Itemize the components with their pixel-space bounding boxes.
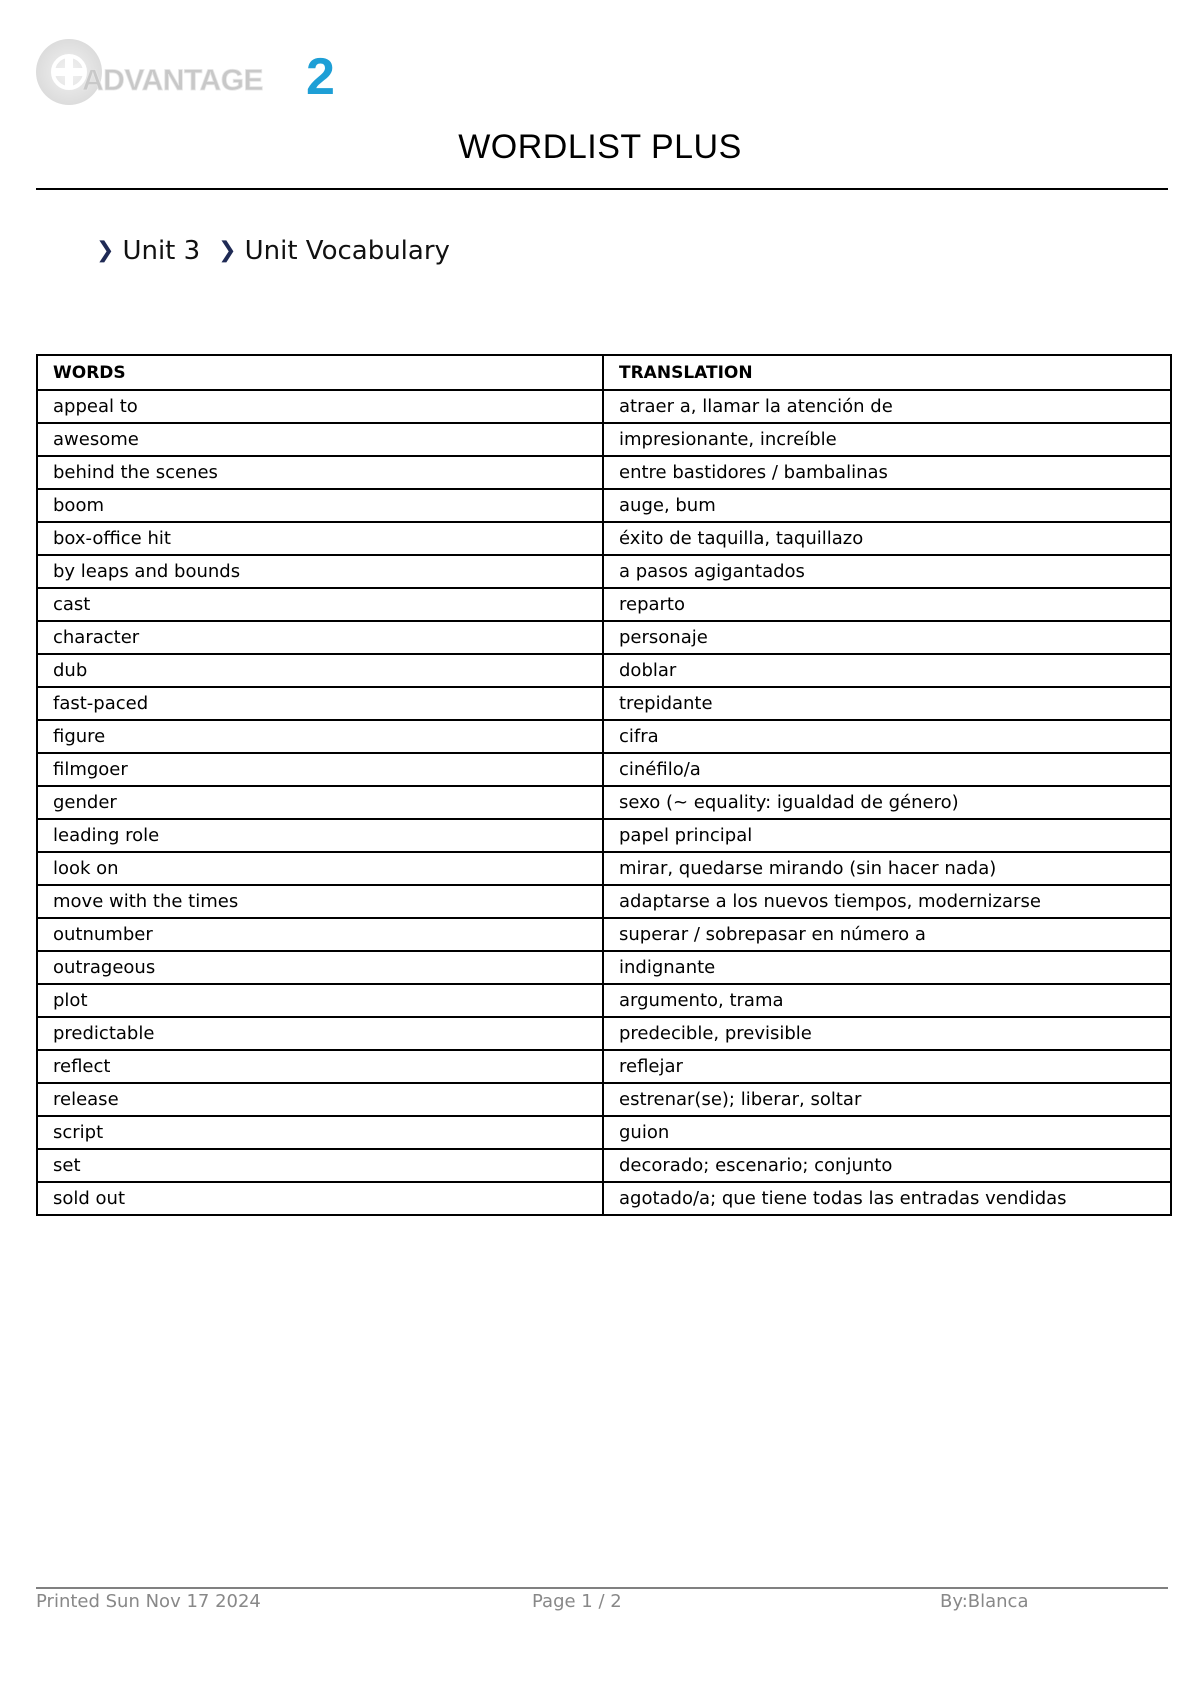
translation-cell: atraer a, llamar la atención de <box>603 390 1171 423</box>
word-cell: script <box>37 1116 603 1149</box>
header-words: WORDS <box>37 355 603 390</box>
translation-cell: guion <box>603 1116 1171 1149</box>
translation-cell: reparto <box>603 588 1171 621</box>
table-row <box>37 390 1171 423</box>
translation-cell: mirar, quedarse mirando (sin hacer nada) <box>603 852 1171 885</box>
translation-cell: predecible, previsible <box>603 1017 1171 1050</box>
table-row <box>37 1149 1171 1182</box>
translation-cell: argumento, trama <box>603 984 1171 1017</box>
word-cell: look on <box>37 852 603 885</box>
title-divider <box>36 188 1168 190</box>
word-cell: by leaps and bounds <box>37 555 603 588</box>
word-cell: gender <box>37 786 603 819</box>
svg-text:2: 2 <box>306 48 335 106</box>
svg-text:ADVANTAGE: ADVANTAGE <box>82 64 264 97</box>
table-row <box>37 1017 1171 1050</box>
translation-cell: auge, bum <box>603 489 1171 522</box>
table-row <box>37 885 1171 918</box>
table-row <box>37 687 1171 720</box>
translation-cell: indignante <box>603 951 1171 984</box>
table-row <box>37 423 1171 456</box>
printed-date: Printed Sun Nov 17 2024 <box>36 1591 261 1612</box>
word-cell: move with the times <box>37 885 603 918</box>
table-row <box>37 951 1171 984</box>
word-cell: set <box>37 1149 603 1182</box>
translation-cell: personaje <box>603 621 1171 654</box>
translation-cell: cinéfilo/a <box>603 753 1171 786</box>
page-number: Page 1 / 2 <box>532 1591 622 1612</box>
translation-cell: a pasos agigantados <box>603 555 1171 588</box>
word-cell: character <box>37 621 603 654</box>
breadcrumb <box>96 236 468 266</box>
translation-cell: doblar <box>603 654 1171 687</box>
translation-cell: éxito de taquilla, taquillazo <box>603 522 1171 555</box>
footer-divider <box>36 1587 1168 1589</box>
table-row <box>37 720 1171 753</box>
word-cell: boom <box>37 489 603 522</box>
translation-cell: estrenar(se); liberar, soltar <box>603 1083 1171 1116</box>
word-cell: appeal to <box>37 390 603 423</box>
word-cell: cast <box>37 588 603 621</box>
word-cell: fast-paced <box>37 687 603 720</box>
translation-cell: impresionante, increíble <box>603 423 1171 456</box>
table-row <box>37 786 1171 819</box>
word-cell: dub <box>37 654 603 687</box>
header-translation: TRANSLATION <box>603 355 1171 390</box>
table-row <box>37 621 1171 654</box>
vocabulary-table <box>36 354 1172 1216</box>
table-row <box>37 1116 1171 1149</box>
table-row <box>37 522 1171 555</box>
table-row <box>37 753 1171 786</box>
author: By:Blanca <box>940 1591 1029 1612</box>
word-cell: awesome <box>37 423 603 456</box>
table-row <box>37 918 1171 951</box>
table-header-row <box>37 355 1171 390</box>
translation-cell: papel principal <box>603 819 1171 852</box>
word-cell: plot <box>37 984 603 1017</box>
vocabulary-rows <box>37 390 1171 1215</box>
word-cell: predictable <box>37 1017 603 1050</box>
table-row <box>37 489 1171 522</box>
breadcrumb-unit: Unit 3 <box>122 236 201 266</box>
translation-cell: reflejar <box>603 1050 1171 1083</box>
table-row <box>37 654 1171 687</box>
table-row <box>37 1050 1171 1083</box>
table-row <box>37 1182 1171 1215</box>
table-row <box>37 852 1171 885</box>
table-row <box>37 555 1171 588</box>
table-row <box>37 1083 1171 1116</box>
word-cell: outnumber <box>37 918 603 951</box>
chevron-right-icon: ❯ <box>96 237 115 263</box>
word-cell: behind the scenes <box>37 456 603 489</box>
translation-cell: cifra <box>603 720 1171 753</box>
word-cell: release <box>37 1083 603 1116</box>
word-cell: outrageous <box>37 951 603 984</box>
table-row <box>37 588 1171 621</box>
table-row <box>37 819 1171 852</box>
breadcrumb-section: Unit Vocabulary <box>244 236 450 266</box>
translation-cell: adaptarse a los nuevos tiempos, modernizarse <box>603 885 1171 918</box>
table-row <box>37 456 1171 489</box>
chevron-right-icon: ❯ <box>218 237 237 263</box>
translation-cell: superar / sobrepasar en número a <box>603 918 1171 951</box>
word-cell: filmgoer <box>37 753 603 786</box>
word-cell: figure <box>37 720 603 753</box>
translation-cell: sexo (~ equality: igualdad de género) <box>603 786 1171 819</box>
translation-cell: agotado/a; que tiene todas las entradas vendidas <box>603 1182 1171 1215</box>
translation-cell: decorado; escenario; conjunto <box>603 1149 1171 1182</box>
word-cell: leading role <box>37 819 603 852</box>
word-cell: reflect <box>37 1050 603 1083</box>
advantage-logo <box>36 38 386 118</box>
translation-cell: entre bastidores / bambalinas <box>603 456 1171 489</box>
word-cell: box-office hit <box>37 522 603 555</box>
translation-cell: trepidante <box>603 687 1171 720</box>
table-row <box>37 984 1171 1017</box>
document-title: WORDLIST PLUS <box>458 128 742 166</box>
word-cell: sold out <box>37 1182 603 1215</box>
